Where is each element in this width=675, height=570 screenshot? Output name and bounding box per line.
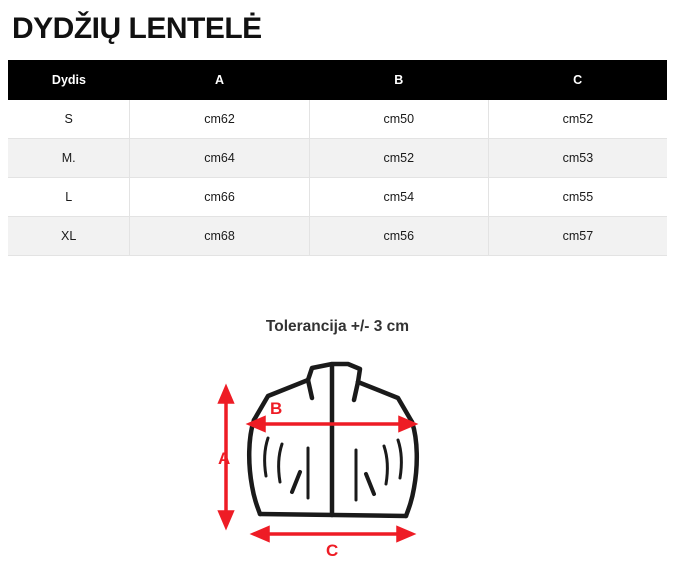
table-row — [8, 139, 667, 178]
column-header-size: Dydis — [8, 60, 130, 100]
column-header-a: A — [130, 60, 309, 100]
table-header-row — [8, 60, 667, 100]
measure-a-label: A — [217, 449, 230, 468]
cell-size: L — [8, 178, 130, 217]
column-header-c: C — [488, 60, 667, 100]
cell-b: cm50 — [309, 100, 488, 139]
cell-c: cm55 — [488, 178, 667, 217]
garment-diagram — [8, 352, 667, 562]
cell-size: XL — [8, 217, 130, 256]
measure-c-label: C — [325, 541, 338, 560]
column-header-b: B — [309, 60, 488, 100]
table-row — [8, 100, 667, 139]
cell-b: cm54 — [309, 178, 488, 217]
cell-a: cm62 — [130, 100, 309, 139]
size-table — [8, 60, 667, 256]
tolerance-note: Tolerancija +/- 3 cm — [265, 318, 410, 335]
cell-size: M. — [8, 139, 130, 178]
table-body — [8, 100, 667, 256]
cell-a: cm64 — [130, 139, 309, 178]
table-row — [8, 178, 667, 217]
vest-outline-icon — [249, 364, 417, 516]
cell-b: cm56 — [309, 217, 488, 256]
cell-a: cm68 — [130, 217, 309, 256]
table-header — [8, 60, 667, 100]
cell-c: cm52 — [488, 100, 667, 139]
measure-b-label: B — [269, 399, 282, 418]
cell-c: cm53 — [488, 139, 667, 178]
page-title: DYDŽIŲ LENTELĖ — [12, 12, 262, 45]
cell-a: cm66 — [130, 178, 309, 217]
cell-size: S — [8, 100, 130, 139]
cell-c: cm57 — [488, 217, 667, 256]
cell-b: cm52 — [309, 139, 488, 178]
measure-c-arrow — [254, 528, 412, 540]
table-row — [8, 217, 667, 256]
vest-measurement-illustration — [208, 352, 468, 562]
